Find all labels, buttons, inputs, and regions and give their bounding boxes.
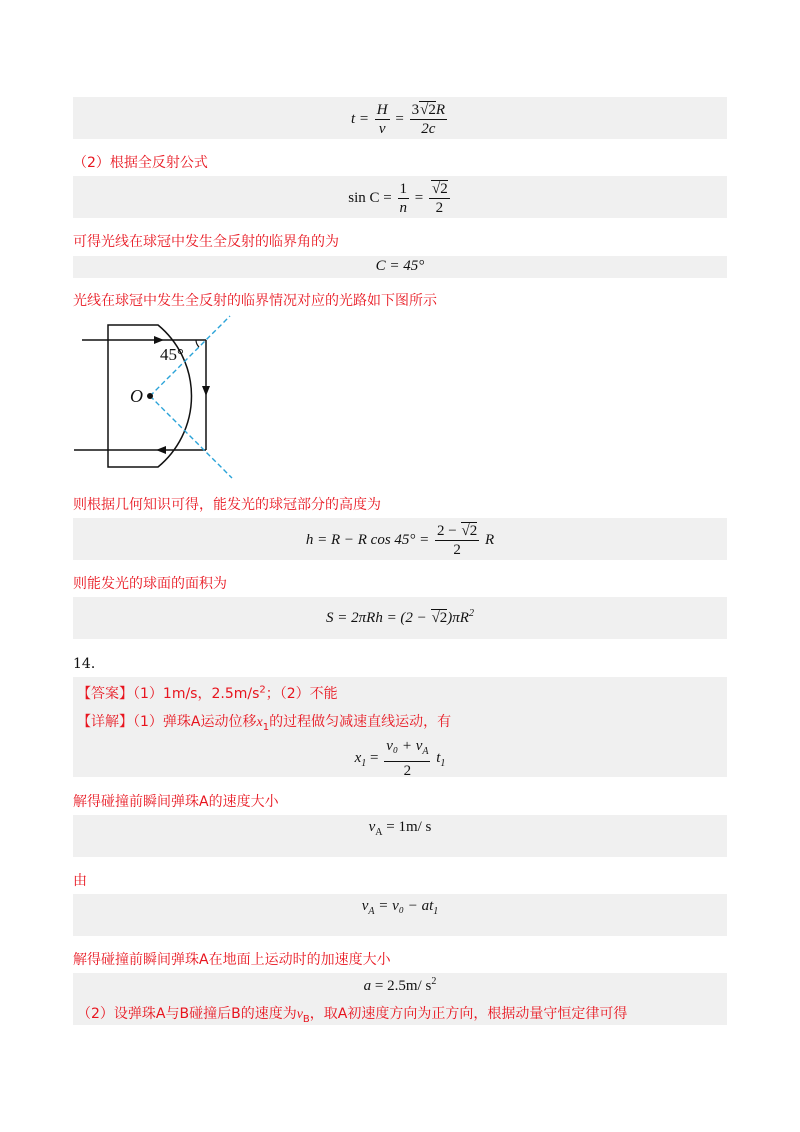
arrow-down-icon xyxy=(202,386,210,396)
text-by: 由 xyxy=(73,873,87,889)
answer-box xyxy=(73,677,727,777)
equation-box-a xyxy=(73,973,727,1025)
equation-vA2: $v_A = v_0 - at_1$ xyxy=(361,898,439,917)
fraction: $\frac{1}{n}$ xyxy=(399,181,408,216)
arrow-right-icon xyxy=(154,336,164,344)
equation-box-t xyxy=(73,97,727,139)
answer-line: 【答案】（1）1m/s，$2.5m/s^2$；（2）不能 xyxy=(77,684,338,702)
equation-box-vA xyxy=(73,815,727,857)
text-light-path: 光线在球冠中发生全反射的临界情况对应的光路如下图所示 xyxy=(73,293,437,309)
detail-line: 【详解】（1）弹珠A运动位移$x_1$的过程做匀减速直线运动，有 xyxy=(77,714,452,733)
fraction: $\frac{√2}{2}$ xyxy=(429,180,450,217)
center-label: O xyxy=(130,386,143,406)
equation-h: h = R − R cos 45° = $\frac{2 - √2}{2}$ R xyxy=(305,523,495,558)
light-path-figure xyxy=(70,310,250,480)
equation-box-vA2 xyxy=(73,894,727,936)
fraction: $\frac{2 - √2}{2}$ xyxy=(437,523,478,558)
angle-arc xyxy=(196,340,199,347)
equation-box-sinC xyxy=(73,176,727,218)
arrow-left-icon xyxy=(156,446,166,454)
equation-sinC: sin C = $\frac{1}{n}$ = $\frac{√2}{2}$ xyxy=(348,181,448,216)
text-height: 则根据几何知识可得，能发光的球冠部分的高度为 xyxy=(73,497,381,513)
fraction: $\frac{3√2R}{2c}$ xyxy=(411,102,445,137)
fraction: $\frac{H}{v}$ xyxy=(376,102,388,137)
text-acceleration: 解得碰撞前瞬间弹珠A在地面上运动时的加速度大小 xyxy=(73,952,391,968)
text-total-reflection: （2）根据全反射公式 xyxy=(73,155,208,171)
equation-t: t = $\frac{H}{v}$ = $\frac{3√2R}{2c}$ xyxy=(350,102,445,137)
equation-vA: $v_A = 1m/$ s xyxy=(368,819,432,838)
text-area: 则能发光的球面的面积为 xyxy=(73,576,227,592)
equation-x1: $x_1$ = $\frac{v_0 + v_A}{2}$ $t_1$ xyxy=(354,738,446,779)
equation-box-S xyxy=(73,597,727,639)
equation-S: $S = 2\pi Rh = (2 - √2)\pi R^2$ xyxy=(326,608,474,626)
equation-box-C xyxy=(73,256,727,278)
question-number: 14． xyxy=(73,656,105,672)
equation-C: C = 45° xyxy=(375,258,425,274)
center-point xyxy=(147,393,153,399)
fraction: $\frac{v_0 + v_A}{2}$ xyxy=(386,738,429,779)
text-critical-angle: 可得光线在球冠中发生全反射的临界角的为 xyxy=(73,234,339,250)
text-speed: 解得碰撞前瞬间弹珠A的速度大小 xyxy=(73,794,279,810)
momentum-line: （2）设弹珠A与B碰撞后B的速度为$v_B$，取A初速度方向为正方向，根据动量守恒定律可得 xyxy=(77,1006,628,1025)
equation-a: a = 2.5m/ $s^2$ xyxy=(363,976,437,994)
equation-box-h xyxy=(73,518,727,560)
angle-label: 45° xyxy=(160,345,184,364)
